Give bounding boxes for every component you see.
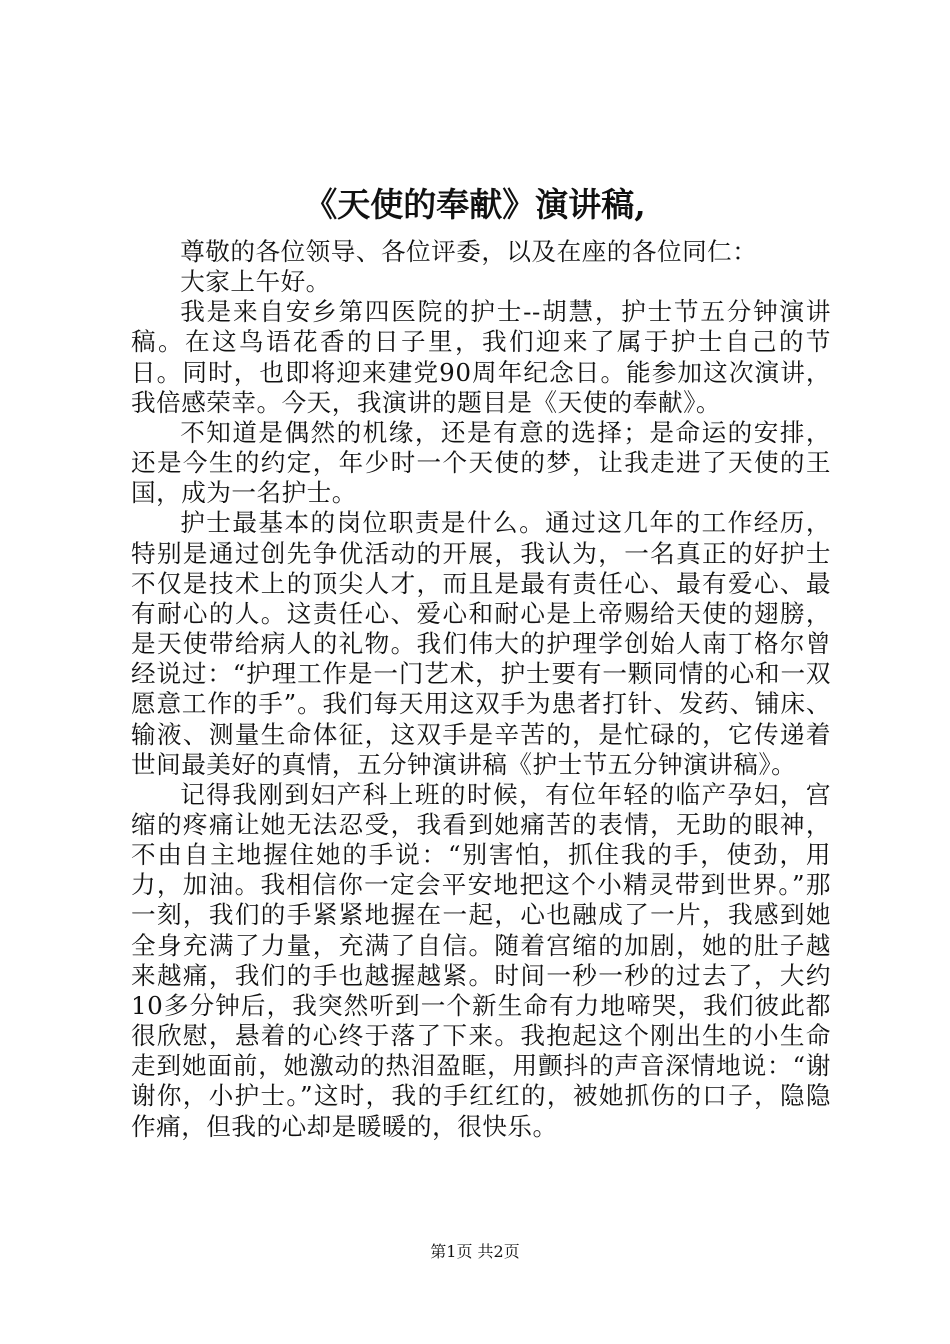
paragraph-greeting: 尊敬的各位领导、各位评委，以及在座的各位同仁：	[180, 237, 758, 266]
document-body	[131, 237, 831, 1142]
paragraph-salutation: 大家上午好。	[180, 267, 331, 297]
paragraph-story: 记得我刚到妇产科上班的时候，有位年轻的临产孕妇，宫缩的疼痛让她无法忍受，我看到她痛苦的表情，无助的眼神，不由自主地握住她的手说：“别害怕，抓住我的手，使劲，用力，加油。我相信你一定会平安地把这个小精灵带到世界。”那一刻，我们的手紧紧地握在一起，心也融成了一片，我感到她全身充满了力量，充满了自信。随着宫缩的加剧，她的肚子越来越痛，我们的手也越握越紧。时间一秒一秒的过去了，大约10多分钟后，我突然听到一个新生命有力地啼哭，我们彼此都很欣慰，悬着的心终于落了下来。我抱起这个刚出生的小生命走到她面前，她激动的热泪盈眶，用颤抖的声音深情地说：“谢谢你，小护士。”这时，我的手红红的，被她抓伤的口子，隐隐作痛，但我的心却是暖暖的，很快乐。	[131, 779, 831, 1141]
document-title: 《天使的奉献》演讲稿,	[304, 185, 646, 224]
paragraph-duty: 护士最基本的岗位职责是什么。通过这几年的工作经历，特别是通过创先争优活动的开展，我认为，一名真正的好护士不仅是技术上的顶尖人才，而且是最有责任心、最有爱心、最有耐心的人。这责任心、爱心和耐心是上帝赐给天使的翅膀，是天使带给病人的礼物。我们伟大的护理学创始人南丁格尔曾经说过：“护理工作是一门艺术，护士要有一颗同情的心和一双愿意工作的手”。我们每天用这双手为患者打针、发药、铺床、输液、测量生命体征，这双手是辛苦的，是忙碌的，它传递着世间最美好的真情，五分钟演讲稿《护士节五分钟演讲稿》。	[131, 508, 831, 779]
paragraph-introduction: 我是来自安乡第四医院的护士--胡慧，护士节五分钟演讲稿。在这鸟语花香的日子里，我们迎来了属于护士自己的节日。同时，也即将迎来建党90周年纪念日。能参加这次演讲，我倍感荣幸。今天，我演讲的题目是《天使的奉献》。	[131, 297, 831, 417]
paragraph-dream: 不知道是偶然的机缘，还是有意的选择；是命运的安排，还是今生的约定，年少时一个天使的梦，让我走进了天使的王国，成为一名护士。	[131, 417, 831, 508]
page-number-footer: 第1页 共2页	[430, 1242, 520, 1261]
